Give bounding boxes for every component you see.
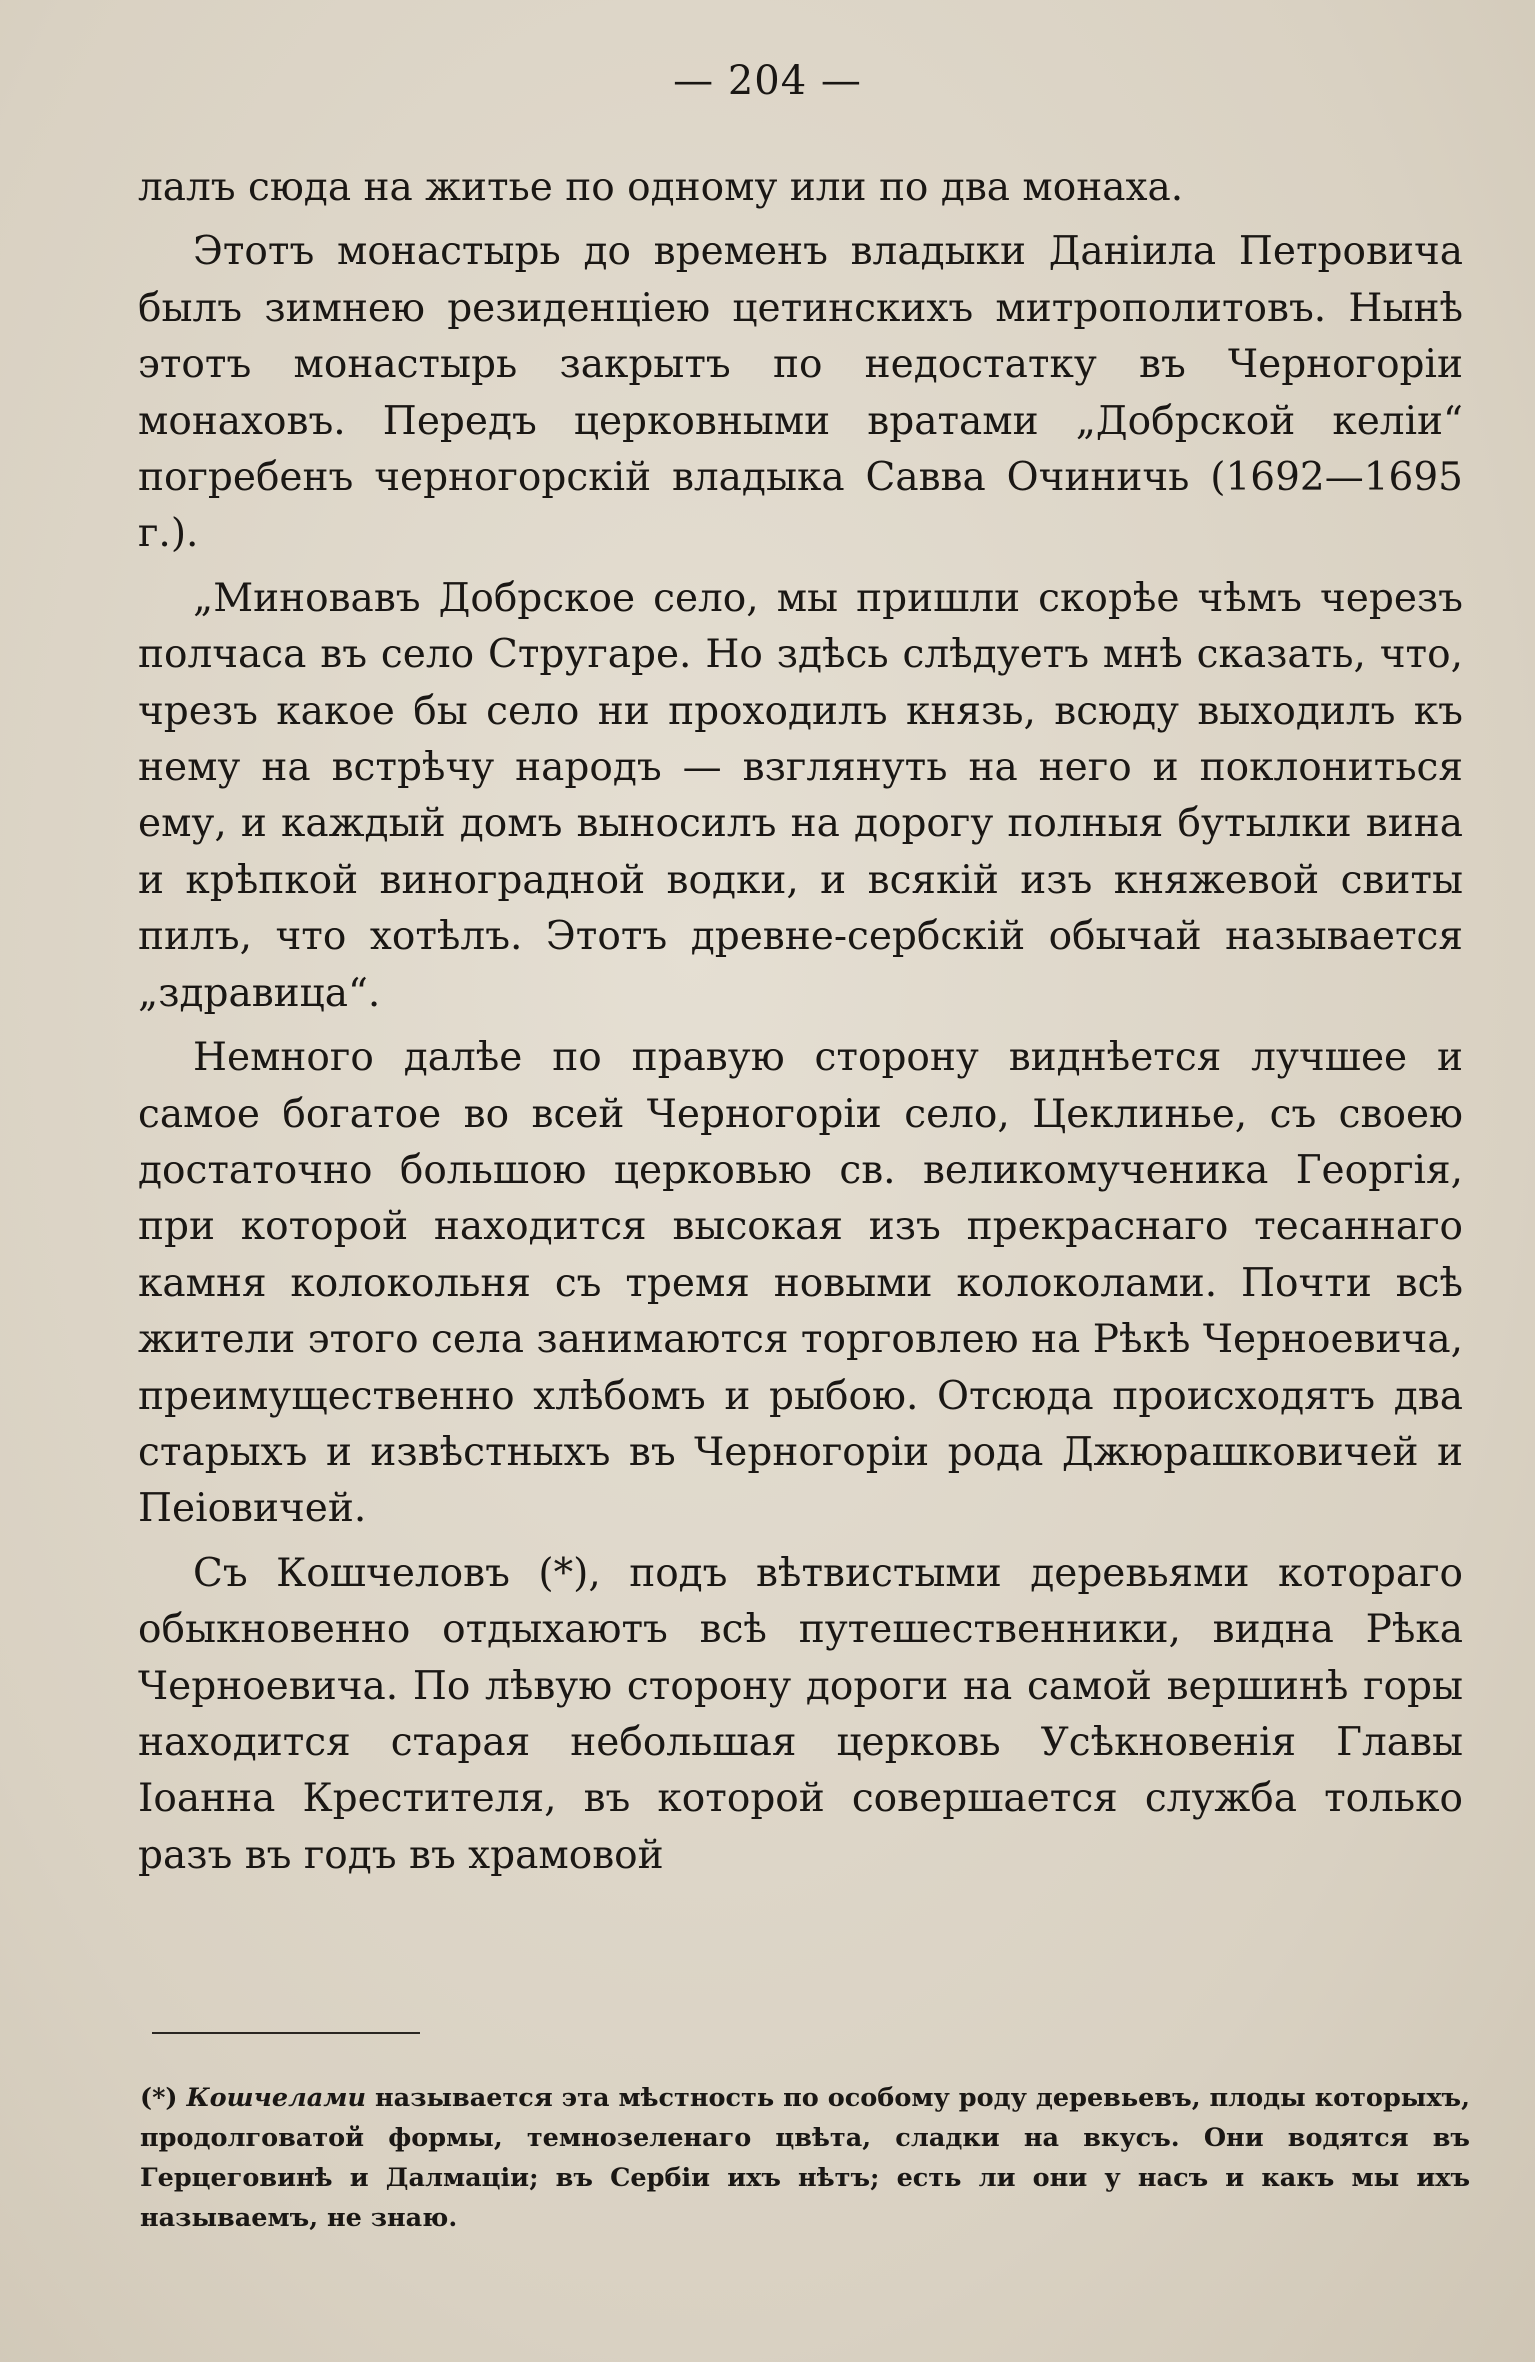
footnote-marker: (*) — [140, 2083, 178, 2113]
footnote — [140, 2078, 1470, 2238]
paragraph: Съ Кошчеловъ (*), подъ вѣтвистыми деревьями котораго обыкновенно отдыхаютъ всѣ путешественники, видна Рѣка Черноевича. По лѣвую сторону дороги на самой вершинѣ горы находится старая небольшая церковь Усѣкновенiя Главы Iоанна Крестителя, въ которой совершается служба только разъ въ годъ въ храмовой — [138, 1550, 1463, 1878]
page-number: — 204 — — [673, 58, 862, 104]
footnote-text: называется эта мѣстность по особому роду деревьевъ, плоды которыхъ, продолговатой формы, темнозеленаго цвѣта, сладки на вкусъ. Они водятся въ Герцеговинѣ и Далмацiи; въ Сербiи ихъ нѣтъ; есть ли они у насъ и какъ мы ихъ называемъ, не знаю. — [140, 2083, 1470, 2233]
paragraph-continuation: лалъ сюда на житье по одному или по два монаха. — [138, 165, 1184, 210]
footnote-divider — [152, 2032, 420, 2034]
footnote-term: Кошчелами — [186, 2083, 367, 2113]
paragraph: Немного далѣе по правую сторону виднѣется лучшее и самое богатое во всей Черногорiи село, Цеклинье, съ своею достаточно большою церковью св. великомученика Георгiя, при которой находится высокая изъ прекраснаго тесаннаго камня колокольня съ тремя новыми колоколами. Почти всѣ жители этого села занимаются торговлею на Рѣкѣ Черноевича, преимущественно хлѣбомъ и рыбою. Отсюда происходятъ два старыхъ и извѣстныхъ въ Черногорiи рода Джюрашковичей и Пеiовичей. — [138, 1035, 1463, 1532]
paragraph: Этотъ монастырь до временъ владыки Данiила Петровича былъ зимнею резиденцiею цетинскихъ митрополитовъ. Нынѣ этотъ монастырь закрытъ по недостатку въ Черногорiи монаховъ. Передъ церковными вратами „Добрской келiи“ погребенъ черногорскiй владыка Савва Очиничь (1692—1695 г.). — [138, 229, 1463, 557]
paragraph: „Миновавъ Добрское село, мы пришли скорѣе чѣмъ черезъ полчаса въ село Стругаре. Но здѣсь слѣдуетъ мнѣ сказать, что, чрезъ какое бы село ни проходилъ князь, всюду выходилъ къ нему на встрѣчу народъ — взглянуть на него и поклониться ему, и каждый домъ выносилъ на дорогу полныя бутылки вина и крѣпкой виноградной водки, и всякiй изъ княжевой свиты пилъ, что хотѣлъ. Этотъ древне-сербскiй обычай называется „здравица“. — [138, 575, 1463, 1016]
main-text — [138, 160, 1463, 1884]
